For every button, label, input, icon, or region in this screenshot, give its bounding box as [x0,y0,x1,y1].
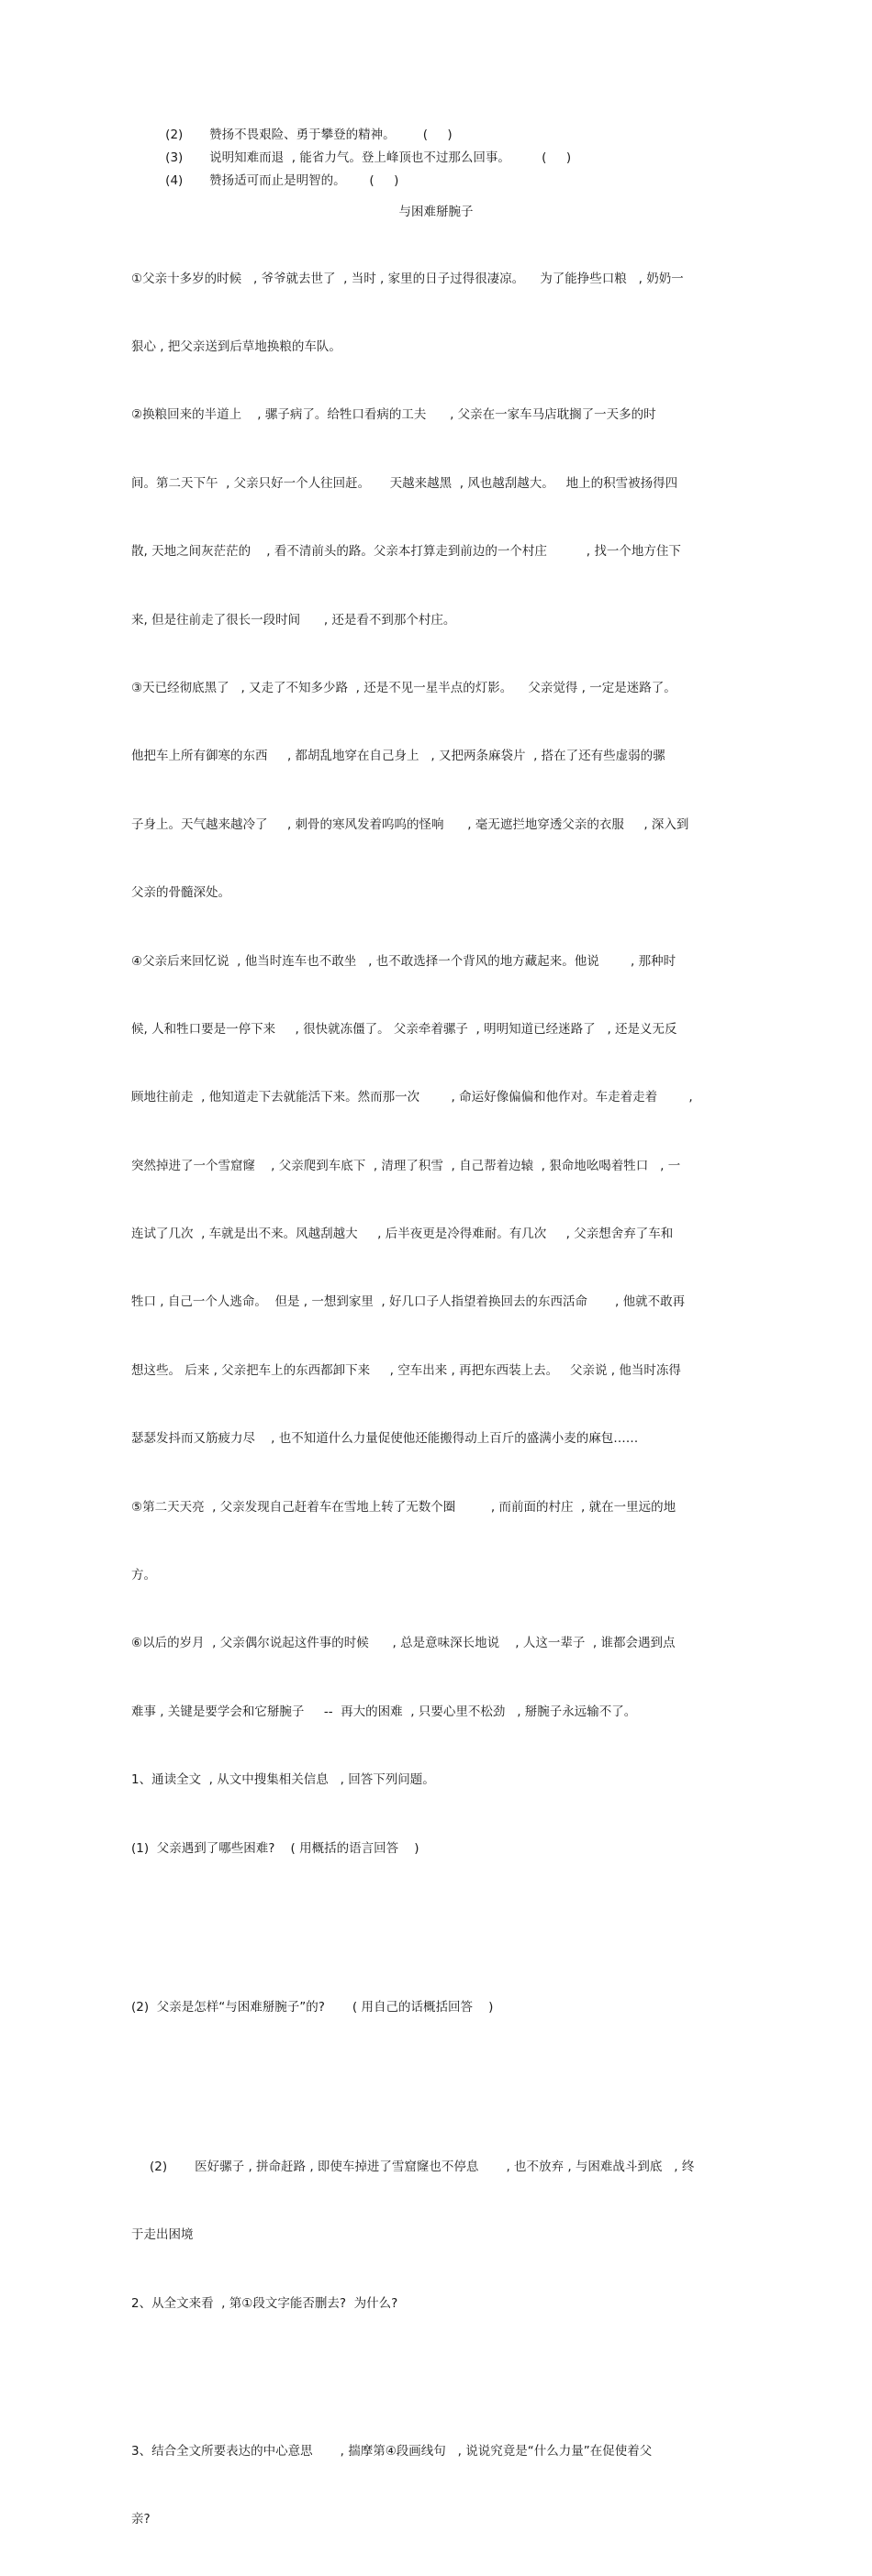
text-line: ③天已经彻底黑了 , 又走了不知多少路 , 还是不见一星半点的灯影。 父亲觉得 , 一定是迷路了。 [131,680,676,695]
text-line: 狠心 , 把父亲送到后草地换粮的车队。 [131,339,341,354]
question-1: 1、通读全文 , 从文中搜集相关信息 , 回答下列问题。 [131,1772,435,1788]
text-line: 他把车上所有御寒的东西 , 都胡乱地穿在自己身上 , 又把两条麻袋片 , 搭在了还有些虚弱的骡 [131,749,665,764]
text-line: ⑥以后的岁月 , 父亲偶尔说起这件事的时候 , 总是意味深长地说 , 人这一辈子 , 谁都会遇到点 [131,1636,676,1651]
question-2: 2、从全文来看 , 第①段文字能否删去? 为什么? [131,2295,398,2311]
text-line: 候, 人和牲口要是一停下来 , 很快就冻僵了。 父亲牵着骡子 , 明明知道已经迷路了 , 还是义无反 [131,1021,677,1037]
answer-line: 于走出困境 [131,2227,194,2243]
text-line: 方。 [131,1568,156,1583]
article-title: 与困难掰腕子 [398,205,474,219]
text-line: ①父亲十多岁的时候 , 爷爷就去世了 , 当时 , 家里的日子过得很凄凉。 为了能挣些口粮 , 奶奶一 [131,271,684,286]
option-number: (2) [165,128,184,142]
text-line: 散, 天地之间灰茫茫的 , 看不清前头的路。父亲本打算走到前边的一个村庄 , 找一个地方住下 [131,544,681,560]
option-number: (3) [165,150,184,165]
option-text: 说明知难而退 , 能省力气。登上峰顶也不过那么回事。 ( ) [209,150,572,165]
text-line: 子身上。天气越来越冷了 , 刺骨的寒风发着呜呜的怪响 , 毫无遮拦地穿透父亲的衣服 , 深入到 [131,816,689,832]
text-line: 突然掉进了一个雪窟窿 , 父亲爬到车底下 , 清理了积雪 , 自己帮着边辕 , 狠命地吆喝着牲口 , 一 [131,1158,681,1173]
answer-space [131,1905,744,1951]
answer-space [131,2065,744,2111]
option-number: (4) [165,173,184,188]
answer-line: (2) 医好骡子 , 拼命赶路 , 即使车掉进了雪窟窿也不停息 , 也不放弃 , 与困难战斗到底 , 终 [150,2159,695,2174]
text-line: 瑟瑟发抖而又筋疲力尽 , 也不知道什么力量促使他还能搬得动上百斤的盛满小麦的麻包…… [131,1431,639,1447]
text-line: ④父亲后来回忆说 , 他当时连车也不敢坐 , 也不敢选择一个背风的地方藏起来。他说 , 那种时 [131,953,676,969]
option-text: 赞扬适可而止是明智的。 ( ) [209,173,399,188]
question-3-continued: 亲? [131,2511,151,2526]
option-text: 赞扬不畏艰险、勇于攀登的精神。 ( ) [209,128,453,142]
text-line: 来, 但是往前走了很长一段时间 , 还是看不到那个村庄。 [131,612,456,627]
answer-space [131,2360,744,2394]
question-1-2: (2) 父亲是怎样“与困难掰腕子”的? ( 用自己的话概括回答 ) [131,2000,494,2015]
option-4 [150,156,398,205]
text-line: 想这些。 后来 , 父亲把车上的东西都卸下来 , 空车出来 , 再把东西装上去。 父亲说 , 他当时冻得 [131,1362,681,1378]
text-line: ②换粮回来的半道上 , 骡子病了。给牲口看病的工夫 , 父亲在一家车马店耽搁了一天多的时 [131,407,656,423]
question-1-1: (1) 父亲遇到了哪些困难? ( 用概括的语言回答 ) [131,1840,419,1856]
text-line: 牲口 , 自己一个人逃命。 但是 , 一想到家里 , 好几口子人指望着换回去的东西活命 , 他就不敢再 [131,1294,686,1310]
text-line: 难事 , 关键是要学会和它掰腕子 -- 再大的困难 , 只要心里不松劲 , 掰腕子永远输不了。 [131,1704,637,1719]
text-line: 间。第二天下午 , 父亲只好一个人往回赶。 天越来越黑 , 风也越刮越大。 地上的积雪被扬得四 [131,475,678,491]
article-body [131,222,744,2576]
question-3: 3、结合全文所要表达的中心意思 , 揣摩第④段画线句 , 说说究竟是“什么力量”在促使着父 [131,2443,653,2459]
text-line: 父亲的骨髓深处。 [131,885,230,901]
text-line: 顾地往前走 , 他知道走下去就能活下来。然而那一次 , 命运好像偏偏和他作对。车走着走着 , [131,1090,693,1105]
text-line: 连试了几次 , 车就是出不来。风越刮越大 , 后半夜更是冷得难耐。有几次 , 父亲想舍弃了车和 [131,1227,674,1242]
text-line: ⑤第二天天亮 , 父亲发现自己赶着车在雪地上转了无数个圈 , 而前面的村庄 , 就在一里远的地 [131,1499,676,1515]
